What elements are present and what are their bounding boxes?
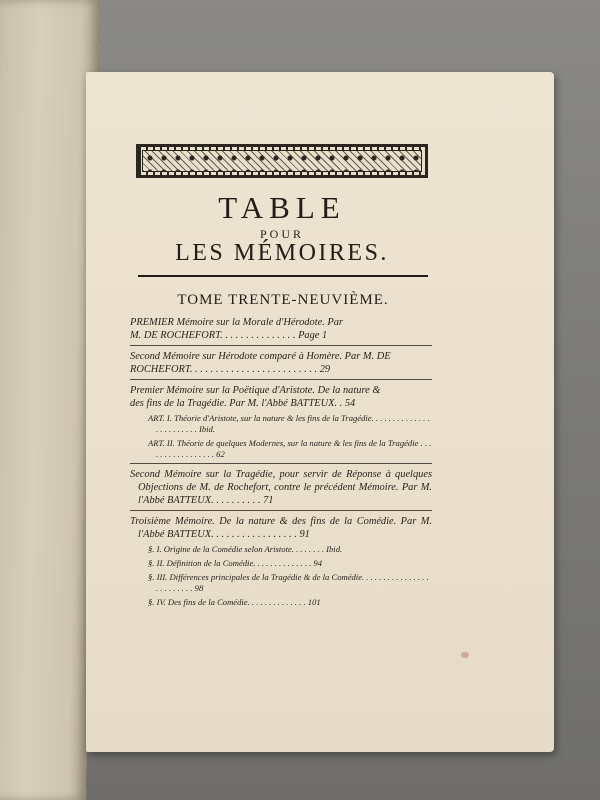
paper-stain [461,652,469,658]
toc-section: §. I. Origine de la Comédie selon Aristote. . . . . . . . Ibid. [148,544,343,554]
ornament-pattern [142,150,422,172]
toc-entry-line: PREMIER Mémoire sur la Morale d'Hérodote. Par [130,317,343,328]
divider [130,510,432,511]
toc-article: ART. I. Théorie d'Aristote, sur la nature & les fins de la Tragédie. . . . . . . . . . . . . . . . . . . . . . . . Ibid. [148,413,430,434]
toc-entry [130,384,432,410]
title-rule [138,275,428,277]
book-page [86,72,554,752]
toc-section: §. IV. Des fins de la Comédie. . . . . . . . . . . . . . 101 [148,597,321,607]
toc-entry [130,316,432,342]
table-of-contents [130,316,432,611]
title-pour: POUR [259,227,304,241]
toc-section: §. III. Différences principales de la Tragédie & de la Comédie. . . . . . . . . . . . . . . . . . . . . . . . . 98 [148,572,429,593]
toc-entry-line: ROCHEFORT. . . . . . . . . . . . . . . . . . . . . . . . . 29 [130,364,331,375]
toc-entry-line: des fins de la Tragédie. Par M. l'Abbé BATTEUX. . 54 [130,398,356,409]
title-table: TABLE [218,190,346,225]
volume-heading: TOME TRENTE-NEUVIÈME. [177,292,389,308]
toc-section: §. II. Définition de la Comédie. . . . . . . . . . . . . . 94 [148,558,323,568]
toc-entry-line: Second Mémoire sur Hérodote comparé à Homère. Par M. DE [130,351,391,362]
title-memoires: LES MÉMOIRES. [175,240,389,266]
divider [130,345,432,346]
toc-entry [130,350,432,376]
divider [130,463,432,464]
toc-entry-line: M. DE ROCHEFORT. . . . . . . . . . . . . . . Page 1 [130,330,328,341]
ornament-band [136,144,428,178]
toc-entry-line: Premier Mémoire sur la Poëtique d'Aristote. De la nature & [130,385,381,396]
toc-entry: Second Mémoire sur la Tragédie, pour servir de Réponse à quelques Objections de M. de Rochefort, contre le précédent Mémoire. Par M. l'Abbé BATTEUX. . . . . . . . . . 71 [130,469,432,506]
divider [130,379,432,380]
toc-article: ART. II. Théorie de quelques Modernes, sur la nature & les fins de la Tragédie . . . . . . . . . . . . . . . . . 62 [148,438,432,459]
toc-entry: Troisième Mémoire. De la nature & des fins de la Comédie. Par M. l'Abbé BATTEUX. . . . . . . . . . . . . . . . . 91 [130,516,432,540]
left-page [0,0,100,800]
